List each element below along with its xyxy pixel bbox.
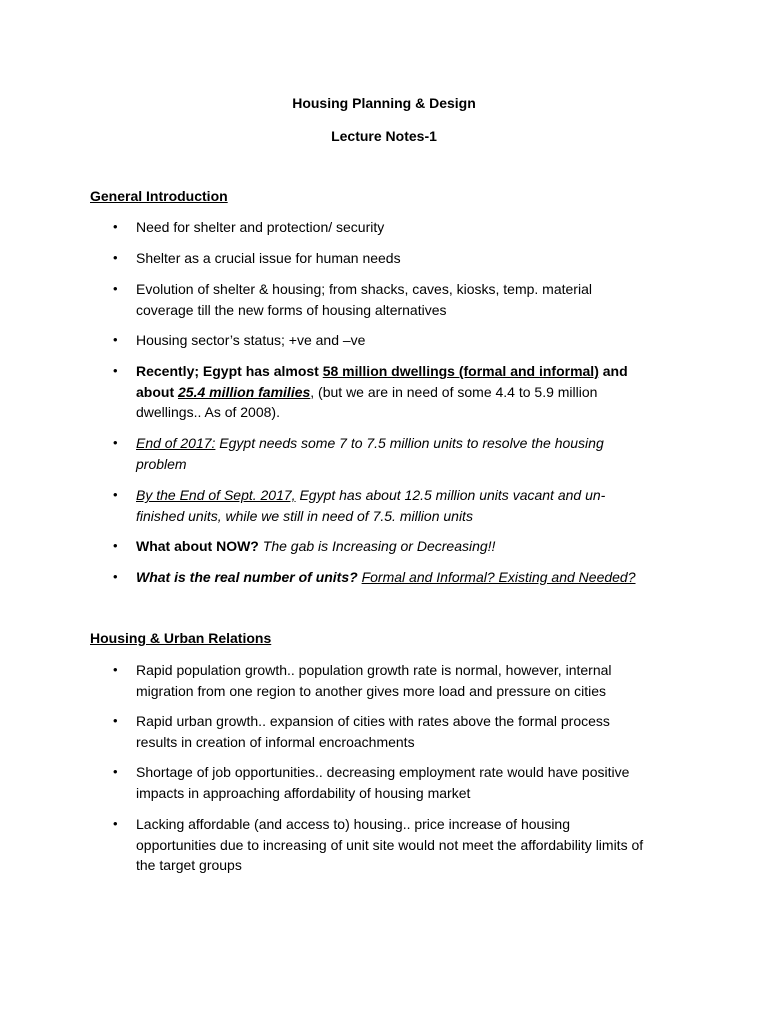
text-run: and about [136, 363, 628, 400]
text-run: The gab is Increasing or Decreasing!! [258, 538, 496, 554]
bullet-icon: • [113, 250, 118, 265]
list-item-text [136, 485, 653, 526]
list-item-text: Rapid urban growth.. expansion of cities with rates above the formal process results in creation of informal encroachments [136, 713, 610, 750]
text-run-question: What about NOW? [136, 538, 259, 554]
bullet-icon: • [113, 713, 118, 728]
list-item-text [136, 433, 653, 474]
text-run: , (but we are in need of some 4.4 to 5.9 million dwellings.. As of 2008). [136, 383, 598, 420]
document-subtitle: Lecture Notes-1 [331, 128, 437, 144]
list-item-text [136, 536, 653, 557]
list-item-text: Housing sector’s status; +ve and –ve [136, 332, 366, 348]
list-item-text [136, 361, 653, 423]
bullet-icon: • [113, 816, 118, 831]
bullet-icon: • [113, 569, 118, 584]
text-run-families: 25.4 million families [178, 383, 311, 400]
text-run-date: By the End of Sept. 2017, [136, 487, 296, 503]
bullet-icon: • [113, 281, 118, 296]
text-run: Egypt needs some 7 to 7.5 million units to resolve the housing problem [136, 435, 604, 472]
list-item-text: Rapid population growth.. population growth rate is normal, however, internal migration from one region to another gives more load and pressure on cities [136, 662, 612, 699]
bullet-icon: • [113, 435, 118, 450]
text-run-date: End of 2017: [136, 435, 216, 451]
bullet-icon: • [113, 662, 118, 677]
list-item-text: Shelter as a crucial issue for human needs [136, 250, 401, 266]
text-run: Formal and Informal? Existing and Needed? [361, 569, 636, 585]
bullet-icon: • [113, 764, 118, 779]
text-run: Egypt has about 12.5 million units vacant and un-finished units, while we still in need of 7.5. million units [136, 487, 606, 524]
section-heading-housing-urban-relations: Housing & Urban Relations [90, 630, 272, 646]
text-run: Recently; Egypt has almost [136, 363, 323, 379]
text-run-dwellings: 58 million dwellings (formal and informal) [322, 363, 599, 379]
list-item-text [136, 567, 653, 588]
bullet-icon: • [113, 538, 118, 553]
list-item-text: Need for shelter and protection/ security [136, 219, 385, 235]
list-item-text: Shortage of job opportunities.. decreasing employment rate would have positive impacts in approaching affordability of housing market [136, 764, 630, 801]
bullet-icon: • [113, 332, 118, 347]
bullet-icon: • [113, 363, 118, 378]
document-title: Housing Planning & Design [292, 95, 476, 111]
list-item-text: Evolution of shelter & housing; from shacks, caves, kiosks, temp. material coverage till the new forms of housing alternatives [136, 281, 592, 318]
section-heading-general-introduction: General Introduction [90, 188, 228, 204]
list-item-text: Lacking affordable (and access to) housing.. price increase of housing opportunities due to increasing of unit site would not meet the affordability limits of the target groups [136, 816, 644, 873]
bullet-icon: • [113, 487, 118, 502]
text-run-question: What is the real number of units? [136, 569, 358, 585]
bullet-icon: • [113, 219, 118, 234]
